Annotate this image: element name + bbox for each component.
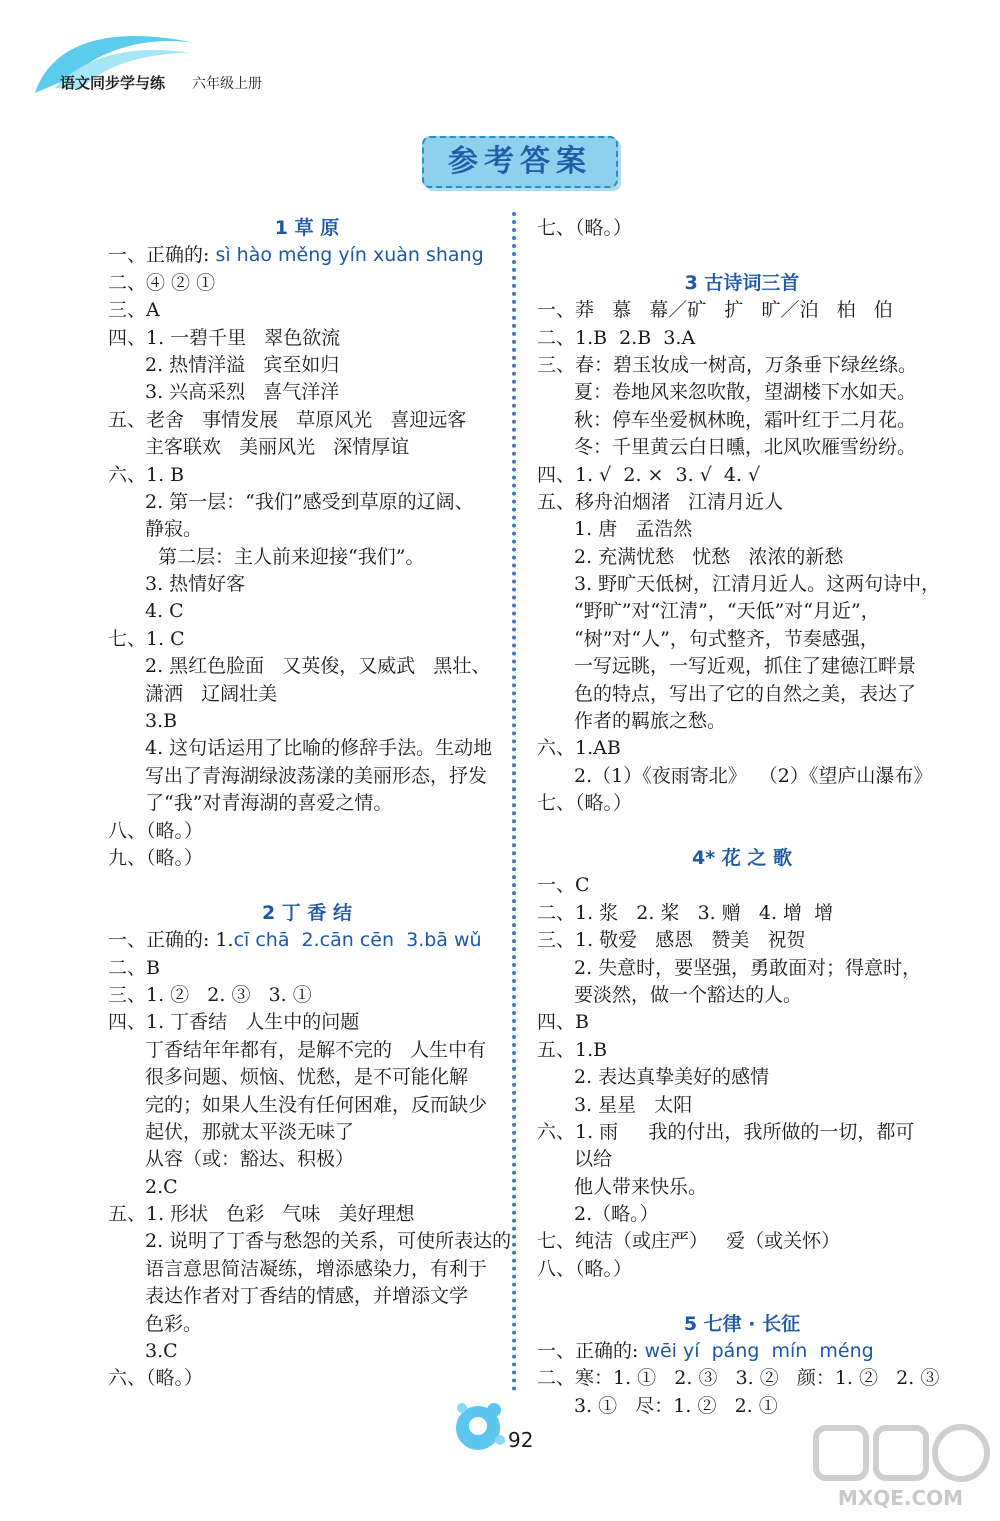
- answer-text: 作者的羁旅之愁。: [574, 710, 727, 733]
- answer-line: [537, 1256, 947, 1283]
- answer-line: [537, 763, 947, 790]
- watermark-text: MXQE.COM: [837, 1486, 964, 1510]
- lesson-heading: 2 丁 香 结: [261, 901, 353, 924]
- answer-text: 4. C: [145, 600, 184, 623]
- page-number: 92: [508, 1428, 534, 1452]
- answer-text: 他人带来快乐。: [574, 1175, 708, 1198]
- answer-text: 第二层：主人前来迎接“我们”。: [158, 545, 425, 568]
- answer-line: [537, 489, 947, 516]
- answer-line: [108, 653, 506, 680]
- pinyin-answer: cī chā 2.cān cēn 3.bā wǔ: [233, 929, 482, 952]
- answer-line: [537, 708, 947, 735]
- answer-line: [537, 1092, 947, 1119]
- answer-line: [537, 900, 947, 927]
- page-header: [0, 0, 400, 110]
- answer-line: [108, 407, 506, 434]
- answer-text: 二、1. 浆 2. 桨 3. 赠 4. 增 增: [537, 901, 834, 924]
- spacer: [537, 242, 947, 269]
- answer-line: [108, 379, 506, 406]
- answer-text: 2.C: [145, 1175, 178, 1198]
- answer-text: 主客联欢 美丽风光 深情厚谊: [145, 436, 410, 459]
- answer-line: [537, 681, 947, 708]
- answer-line: [537, 1338, 947, 1365]
- answer-line: [537, 215, 947, 242]
- answer-text: 一、正确的:: [108, 244, 216, 267]
- answer-text: 一、莽 慕 幕／矿 扩 旷／泊 柏 伯: [537, 299, 893, 322]
- answer-text: 了“我”对青海湖的喜爱之情。: [145, 792, 393, 815]
- answer-line: [537, 872, 947, 899]
- answer-text: 3. ① 尽：1. ② 2. ①: [574, 1394, 778, 1417]
- answer-text: 四、1. 丁香结 人生中的问题: [108, 1011, 360, 1034]
- answer-text: 一写远眺，一写近观，抓住了建德江畔景: [574, 655, 917, 678]
- answer-line: [537, 407, 947, 434]
- answer-text: 以给: [574, 1148, 613, 1171]
- answer-line: [108, 681, 506, 708]
- answer-line: [537, 790, 947, 817]
- banner-title: 参考答案: [448, 144, 592, 179]
- answer-line: [537, 352, 947, 379]
- answer-text: 完的；如果人生没有任何困难，反而缺少: [145, 1093, 488, 1116]
- answer-text: 4. 这句话运用了比喻的修辞手法。生动地: [145, 737, 493, 760]
- answer-line: [108, 1365, 506, 1392]
- answer-line: [108, 1283, 506, 1310]
- answer-text: “树”对“人”，句式整齐，节奏感强，: [574, 627, 879, 650]
- answer-text: 2. 失意时，要坚强，勇敢面对；得意时，: [574, 956, 922, 979]
- answer-text: 八、（略。）: [108, 819, 204, 842]
- answer-text: 写出了青海湖绿波荡漾的美丽形态，抒发: [145, 764, 488, 787]
- answer-text: 2. 黑红色脸面 又英俊，又威武 黑壮、: [145, 655, 491, 678]
- answer-text: 夏：卷地风来忽吹散，望湖楼下水如天。: [574, 381, 917, 404]
- answer-line: [108, 1311, 506, 1338]
- answer-line: [537, 927, 947, 954]
- answer-line: [108, 270, 506, 297]
- answer-text: 七、1. C: [108, 627, 185, 650]
- spacer: [537, 818, 947, 845]
- answer-line: [108, 1256, 506, 1283]
- answer-text: 秋：停车坐爱枫林晚，霜叶红于二月花。: [574, 408, 917, 431]
- answer-text: 四、B: [537, 1011, 589, 1034]
- answer-line: [108, 708, 506, 735]
- answer-text: 六、1. B: [108, 463, 185, 486]
- answer-text: 六、1. 雨 我的付出，我所做的一切，都可: [537, 1120, 915, 1143]
- answer-line: [108, 626, 506, 653]
- answer-line: [108, 1228, 512, 1255]
- answer-text: 3. 兴高采烈 喜气洋洋: [145, 381, 340, 404]
- answer-line: [537, 516, 947, 543]
- answer-line: [537, 626, 947, 653]
- answer-line: [108, 763, 506, 790]
- answer-text: 七、（略。）: [537, 792, 633, 815]
- answer-line: [108, 1009, 506, 1036]
- answer-text: 3. 热情好客: [145, 573, 246, 596]
- answer-line: [108, 1146, 506, 1173]
- answer-text: 五、移舟泊烟渚 江清月近人: [537, 490, 784, 513]
- answer-line: [537, 462, 947, 489]
- lesson-heading: 5 七律 · 长征: [683, 1312, 801, 1335]
- answer-line: [108, 845, 506, 872]
- answer-line: [108, 982, 506, 1009]
- spacer: [537, 1283, 947, 1310]
- answer-text: 三、A: [108, 299, 160, 322]
- pinyin-answer: wēi yí páng mín méng: [644, 1340, 874, 1363]
- splash-decoration-icon: [448, 1396, 510, 1456]
- answer-text: “野旷”对“江清”，“天低”对“月近”，: [574, 600, 880, 623]
- answer-line: [537, 325, 947, 352]
- answer-text: 二、B: [108, 956, 160, 979]
- answer-line: [537, 571, 947, 598]
- answer-line: [108, 462, 506, 489]
- answer-line: [537, 434, 947, 461]
- left-column: [108, 215, 512, 1393]
- answer-line: [108, 434, 506, 461]
- answer-text: 九、（略。）: [108, 846, 204, 869]
- answer-line: [537, 297, 947, 324]
- answer-text: 丁香结年年都有，是解不完的 人生中有: [145, 1038, 487, 1061]
- spacer: [108, 872, 506, 899]
- pinyin-answer: sì hào měng yín xuàn shang: [215, 244, 484, 267]
- answer-line: [108, 1338, 506, 1365]
- answer-line: [108, 1201, 506, 1228]
- answer-text: 一、正确的: 1.: [108, 929, 234, 952]
- answer-text: 3.C: [145, 1340, 178, 1363]
- answer-text: 2. 充满忧愁 忧愁 浓浓的新愁: [574, 545, 844, 568]
- answer-text: 表达作者对丁香结的情感，并增添文学: [145, 1285, 469, 1308]
- answer-line: [108, 297, 506, 324]
- answer-line: [537, 653, 947, 680]
- answer-line: [537, 1174, 947, 1201]
- answer-text: 八、（略。）: [537, 1257, 633, 1280]
- answer-line: [108, 1064, 506, 1091]
- answer-text: 3. 星星 太阳: [574, 1093, 693, 1116]
- answer-line: [108, 544, 506, 571]
- answer-line: [537, 379, 947, 406]
- book-grade: 六年级上册: [192, 76, 262, 92]
- answer-line: [537, 1064, 947, 1091]
- answer-line: [108, 352, 506, 379]
- answer-text: 五、1. 形状 色彩 气味 美好理想: [108, 1203, 415, 1226]
- answer-line: [537, 1009, 947, 1036]
- lesson-heading: 4* 花 之 歌: [691, 846, 792, 869]
- answer-text: 三、春：碧玉妆成一树高，万条垂下绿丝绦。: [537, 353, 918, 376]
- answer-line: [537, 735, 947, 762]
- lesson-heading: 1 草 原: [274, 217, 340, 239]
- answer-line: [108, 955, 506, 982]
- answer-line: [537, 1365, 947, 1392]
- answer-text: 要淡然，做一个豁达的人。: [574, 983, 803, 1006]
- answer-line: [108, 818, 506, 845]
- answer-line: [108, 598, 506, 625]
- right-column: [537, 215, 947, 1420]
- answer-text: 五、1.B: [537, 1038, 608, 1061]
- answer-line: [108, 516, 506, 543]
- watermark-logo: [808, 1418, 993, 1516]
- book-title: 语文同步学与练: [60, 74, 166, 92]
- answer-line: [108, 571, 506, 598]
- answer-text: 七、纯洁（或庄严） 爱（或关怀）: [537, 1230, 841, 1253]
- answer-text: 2. 第一层：“我们”感受到草原的辽阔、: [145, 490, 474, 513]
- answer-line: [108, 489, 506, 516]
- answer-line: [537, 1037, 947, 1064]
- answer-line: [108, 1174, 506, 1201]
- answer-text: 3. 野旷天低树，江清月近人。这两句诗中，: [574, 573, 941, 596]
- answer-line: [537, 598, 947, 625]
- answer-line: [537, 1228, 947, 1255]
- page-number-badge: [448, 1392, 548, 1462]
- answer-text: 2. 表达真挚美好的感情: [574, 1066, 770, 1089]
- answer-line: [537, 982, 947, 1009]
- answer-text: 五、老舍 事情发展 草原风光 喜迎远客: [108, 408, 467, 431]
- answer-line: [108, 735, 506, 762]
- answer-text: 七、（略。）: [537, 217, 633, 239]
- answer-line: [108, 927, 506, 954]
- answer-line: [537, 1201, 947, 1228]
- answer-text: 二、寒：1. ① 2. ③ 3. ② 颜：1. ② 2. ③: [537, 1367, 940, 1390]
- answer-line: [108, 325, 506, 352]
- answer-line: [108, 790, 506, 817]
- answer-text: 一、正确的:: [537, 1340, 645, 1363]
- answer-line: [108, 1092, 506, 1119]
- answer-circle-logo-icon: [808, 1418, 993, 1488]
- answer-text: 语言意思简洁凝练，增添感染力，有利于: [145, 1257, 488, 1280]
- column-divider: [512, 212, 516, 1392]
- answer-line: [537, 544, 947, 571]
- lesson-heading: 3 古诗词三首: [684, 271, 800, 294]
- answer-text: 2. 说明了丁香与愁怨的关系，可使所表达的: [145, 1230, 512, 1253]
- answer-text: 静寂。: [145, 518, 203, 541]
- answer-text: 冬：千里黄云白日曛，北风吹雁雪纷纷。: [574, 436, 917, 459]
- answer-text: 二、1.B 2.B 3.A: [537, 326, 696, 349]
- answer-line: [537, 1146, 947, 1173]
- answer-text: 2.（略。）: [574, 1203, 659, 1226]
- answer-text: 3.B: [145, 710, 178, 733]
- answer-text: 色彩。: [145, 1312, 203, 1335]
- answer-line: [108, 1119, 506, 1146]
- answer-text: 六、1.AB: [537, 737, 621, 760]
- answer-text: 一、C: [537, 874, 590, 897]
- answer-text: 2. 热情洋溢 宾至如归: [145, 353, 340, 376]
- answer-text: 三、1. 敬爱 感恩 赞美 祝贺: [537, 929, 806, 952]
- answer-text: 起伏，那就太平淡无味了: [145, 1120, 355, 1143]
- answer-text: 2.（1）《夜雨寄北》 （2）《望庐山瀑布》: [574, 764, 933, 787]
- answer-line: [537, 955, 947, 982]
- answer-line: [108, 242, 506, 269]
- answer-line: [537, 1119, 947, 1146]
- answer-text: 1. 唐 孟浩然: [574, 518, 693, 541]
- answer-text: 很多问题、烦恼、忧愁，是不可能化解: [145, 1066, 469, 1089]
- answer-line: [537, 1393, 947, 1420]
- answer-text: 六、（略。）: [108, 1367, 204, 1390]
- answer-text: 二、④ ② ①: [108, 271, 216, 294]
- answer-text: 色的特点，写出了它的自然之美，表达了: [574, 682, 917, 705]
- answer-text: 三、1. ② 2. ③ 3. ①: [108, 983, 312, 1006]
- answer-text: 四、1. √ 2. × 3. √ 4. √: [537, 463, 761, 486]
- answer-text: 潇洒 辽阔壮美: [145, 682, 278, 705]
- answer-text: 从容（或：豁达、积极）: [145, 1148, 355, 1171]
- answer-line: [108, 1037, 506, 1064]
- section-banner: [422, 136, 618, 188]
- answer-text: 四、1. 一碧千里 翠色欲流: [108, 326, 341, 349]
